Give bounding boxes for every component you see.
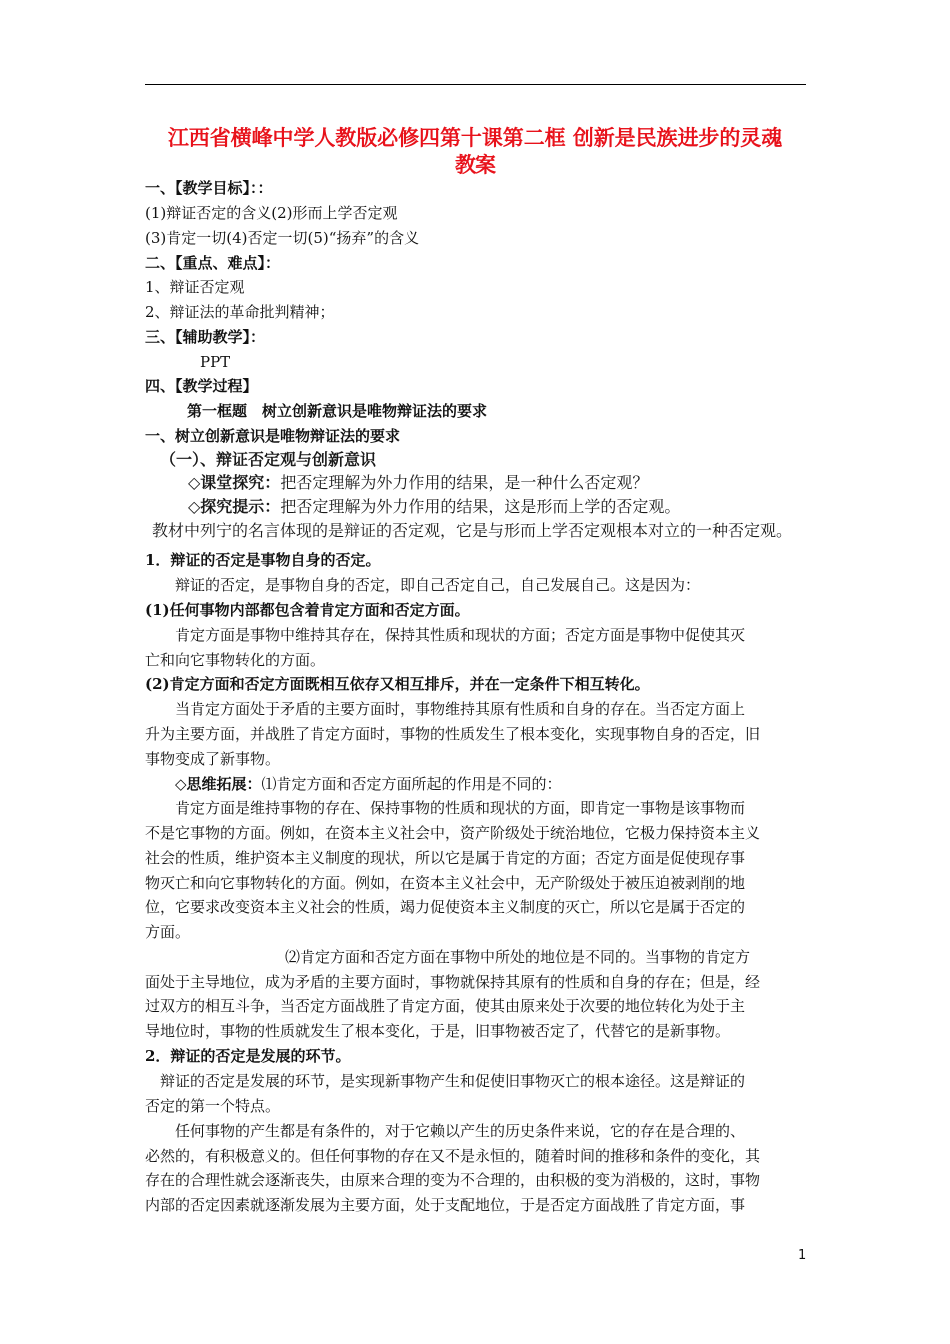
page-number: 1: [798, 1248, 807, 1263]
class-inquiry-text: 把否定理解为外力作用的结果，是一种什么否定观？: [280, 473, 649, 492]
body-line: 方面。: [145, 923, 191, 941]
body-line: 任何事物的产生都是有条件的，对于它赖以产生的历史条件来说，它的存在是合理的、: [175, 1122, 746, 1140]
section-one-title: 一、树立创新意识是唯物辩证法的要求: [145, 427, 401, 445]
body-line: 必然的，有积极意义的。但任何事物的存在又不是永恒的，随着时间的推移和条件的变化，其: [145, 1147, 761, 1165]
objective-line-2: (3)肯定一切(4)否定一切(5)“扬弃”的含义: [145, 229, 420, 247]
sub-point-1-heading: (1)任何事物内部都包含着肯定方面和否定方面。: [145, 601, 470, 619]
body-line: 升为主要方面，并战胜了肯定方面时，事物的性质发生了根本变化，实现事物自身的否定，旧: [145, 725, 761, 743]
heading-aids: 三、【辅助教学】：: [145, 328, 266, 346]
inquiry-hint: [188, 497, 680, 517]
body-line: 辩证的否定，是事物自身的否定，即自己否定自己，自己发展自己。这是因为：: [175, 576, 701, 594]
body-line: 肯定方面是事物中维持其存在，保持其性质和现状的方面；否定方面是事物中促使其灭: [175, 626, 746, 644]
doc-title-line1: 江西省横峰中学人教版必修四第十课第二框 创新是民族进步的灵魂: [167, 126, 783, 150]
point-2-heading: 2．辩证的否定是发展的环节。: [145, 1047, 351, 1065]
body-line: 导地位时，事物的性质就发生了根本变化，于是，旧事物被否定了，代替它的是新事物。: [145, 1022, 731, 1040]
key-point-1: 1、辩证否定观: [145, 278, 245, 296]
inquiry-hint-text: 把否定理解为外力作用的结果，这是形而上学的否定观。: [280, 497, 681, 516]
body-line: 肯定方面是维持事物的存在、保持事物的性质和现状的方面，即肯定一事物是该事物而: [175, 799, 746, 817]
class-inquiry: [188, 473, 648, 493]
body-line: 当肯定方面处于矛盾的主要方面时，事物维持其原有性质和自身的存在。当否定方面上: [175, 700, 746, 718]
heading-key-points: 二、【重点、难点】：: [145, 254, 281, 272]
subsection-title: （一）、辩证否定观与创新意识: [160, 450, 377, 469]
inquiry-hint-label: ◇探究提示：: [188, 497, 281, 516]
body-line: 物灭亡和向它事物转化的方面。例如，在资本主义社会中，无产阶级处于被压迫被剥削的地: [145, 874, 746, 892]
aid-ppt: PPT: [200, 353, 231, 371]
heading-process: 四、【教学过程】: [145, 377, 258, 395]
body-line: 内部的否定因素就逐渐发展为主要方面，处于支配地位，于是否定方面战胜了肯定方面，事: [145, 1196, 746, 1214]
point-1-heading: 1．辩证的否定是事物自身的否定。: [145, 551, 381, 569]
body-line: 亡和向它事物转化的方面。: [145, 651, 326, 669]
body-line: ⑵肯定方面和否定方面在事物中所处的地位是不同的。当事物的肯定方: [285, 948, 751, 966]
body-line: 不是它事物的方面。例如，在资本主义社会中，资产阶级处于统治地位，它极力保持资本主义: [145, 824, 761, 842]
key-point-2: 2、辩证法的革命批判精神；: [145, 303, 335, 321]
body-line: 位，它要求改变资本主义社会的性质，竭力促使资本主义制度的灭亡，所以它是属于否定的: [145, 898, 746, 916]
heading-objectives: 一、【教学目标】：：: [145, 179, 273, 197]
thinking-extension-text: ⑴肯定方面和否定方面所起的作用是不同的：: [261, 775, 562, 793]
header-rule: [145, 84, 806, 85]
body-line: 否定的第一个特点。: [145, 1097, 281, 1115]
body-line: 过双方的相互斗争，当否定方面战胜了肯定方面，使其由原来处于次要的地位转化为处于主: [145, 997, 746, 1015]
lenin-quote-note: 教材中列宁的名言体现的是辩证的否定观，它是与形而上学否定观根本对立的一种否定观。: [152, 521, 793, 540]
body-line: 事物变成了新事物。: [145, 750, 281, 768]
lesson-subtitle: 第一框题 树立创新意识是唯物辩证法的要求: [187, 402, 488, 420]
sub-point-2-heading: (2)肯定方面和否定方面既相互依存又相互排斥，并在一定条件下相互转化。: [145, 675, 650, 693]
class-inquiry-label: ◇课堂探究：: [188, 473, 281, 492]
body-line: 面处于主导地位，成为矛盾的主要方面时，事物就保持其原有的性质和自身的存在；但是，经: [145, 973, 761, 991]
body-line: 社会的性质，维护资本主义制度的现状，所以它是属于肯定的方面；否定方面是促使现存事: [145, 849, 746, 867]
objective-line-1: (1)辩证否定的含义(2)形而上学否定观: [145, 204, 398, 222]
thinking-extension: [175, 774, 562, 794]
body-line: 存在的合理性就会逐渐丧失，由原来合理的变为不合理的，由积极的变为消极的，这时，事物: [145, 1171, 761, 1189]
body-line: 辩证的否定是发展的环节，是实现新事物产生和促使旧事物灭亡的根本途径。这是辩证的: [160, 1072, 746, 1090]
doc-title-line2: 教案: [455, 153, 495, 177]
thinking-extension-label: ◇思维拓展：: [175, 775, 262, 793]
